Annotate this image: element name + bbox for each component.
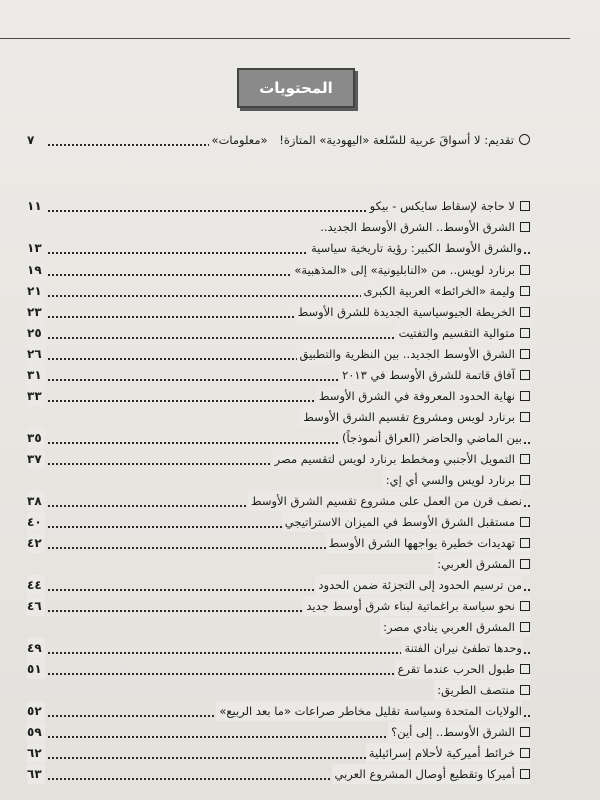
- toc-entry-text: المشرق العربي:: [437, 557, 515, 571]
- toc-entry-text: نحو سياسة براغماتية لبناء شرق أوسط جديد: [306, 599, 515, 613]
- toc-entry-text: برنارد لويس ومشروع تقسيم الشرق الأوسط: [303, 410, 515, 424]
- toc-entry-title: [316, 386, 530, 406]
- toc-entry-text: مستقبل الشرق الأوسط في الميزان الاستراتيجي: [284, 515, 515, 529]
- toc-entry-text: لا حاجة لإسقاط سايكس - بيكو: [369, 199, 515, 213]
- toc-entry-title: [388, 722, 530, 742]
- toc-entry-title: [303, 596, 530, 616]
- toc-entry-title: [434, 680, 530, 700]
- toc-entry-suffix: «معلومات»: [211, 133, 272, 147]
- toc-entry-title: [401, 638, 522, 658]
- toc-entry-text: التمويل الأجنبي ومخطط برنارد لويس لتقسيم مصر: [274, 452, 515, 466]
- toc-entry: [27, 238, 530, 258]
- toc-entry: [30, 407, 530, 427]
- checkbox-bullet-icon: [520, 265, 530, 275]
- checkbox-bullet-icon: [520, 286, 530, 296]
- toc-page-number: ٤٠: [27, 512, 45, 532]
- toc-entry: [27, 302, 530, 322]
- toc-page-number: ٣٣: [27, 386, 45, 406]
- toc-entry-text: وحدها تطفئ نيران الفتنة: [404, 641, 522, 655]
- checkbox-bullet-icon: [520, 622, 530, 632]
- toc-entry-text: وليمة «الخرائط» العربية الكبرى: [363, 284, 515, 298]
- toc-page-number: ٤٦: [27, 596, 45, 616]
- toc-entry: [27, 512, 530, 532]
- toc-entry-title: [209, 130, 530, 150]
- toc-entry-text: بين الماضي والحاضر (العراق أنموذجاً): [342, 431, 522, 445]
- toc-page-number: ١٩: [27, 260, 45, 280]
- toc-page-number: ٥٢: [27, 701, 45, 721]
- checkbox-bullet-icon: [520, 349, 530, 359]
- toc-page-number: ٦٢: [27, 743, 45, 763]
- toc-entry-text: متوالية التقسيم والتفتيت: [398, 326, 515, 340]
- toc-entry: [30, 554, 530, 574]
- toc-entry-title: [216, 701, 522, 721]
- toc-entry-text: من ترسيم الحدود إلى التجزئة ضمن الحدود: [318, 578, 522, 592]
- toc-page-number: ٦٣: [27, 764, 45, 784]
- toc-page-number: ١١: [27, 196, 45, 216]
- toc-page-number: ٢١: [27, 281, 45, 301]
- toc-entry-text: الولايات المتحدة وسياسة تقليل مخاطر صراعات «ما بعد الربيع»: [219, 704, 522, 718]
- toc-entry-text: برنارد لويس والسي أي إي:: [385, 473, 515, 487]
- toc-entry-text: الشرق الأوسط الجديد.. بين النظرية والتطبيق: [299, 347, 515, 361]
- toc-entry: [27, 428, 530, 448]
- toc-entry-title: [361, 281, 530, 301]
- toc-entry-title: [308, 238, 522, 258]
- toc-entry-title: [300, 407, 530, 427]
- toc-entry-title: [366, 743, 530, 763]
- toc-entry-title: [380, 617, 530, 637]
- toc-page-number: ٤٩: [27, 638, 45, 658]
- toc-page-number: ٤٤: [27, 575, 45, 595]
- checkbox-bullet-icon: [520, 222, 530, 232]
- toc-entry-title: [383, 470, 530, 490]
- toc-entry: [27, 533, 530, 553]
- checkbox-bullet-icon: [520, 307, 530, 317]
- toc-page-number: ٣٧: [27, 449, 45, 469]
- toc-page-number: ٢٦: [27, 344, 45, 364]
- toc-entry-text: الشرق الأوسط.. الشرق الأوسط الجديد..: [320, 220, 515, 234]
- toc-entry: [27, 386, 530, 406]
- toc-entry: [27, 344, 530, 364]
- checkbox-bullet-icon: [520, 727, 530, 737]
- toc-entry: [27, 575, 530, 595]
- toc-entry-text: آفاق قاتمة للشرق الأوسط في ٢٠١٣: [342, 368, 515, 382]
- toc-page-number: ٢٣: [27, 302, 45, 322]
- toc-page-number: ٣٥: [27, 428, 45, 448]
- checkbox-bullet-icon: [520, 370, 530, 380]
- toc-entry-title: [282, 512, 530, 532]
- toc-entry-title: [367, 196, 530, 216]
- checkbox-bullet-icon: [520, 201, 530, 211]
- toc-entry-text: طبول الحرب عندما تقرع: [397, 662, 515, 676]
- toc-entry: [27, 638, 530, 658]
- toc-entry: [27, 491, 530, 511]
- toc-entry: [27, 659, 530, 679]
- checkbox-bullet-icon: [520, 601, 530, 611]
- toc-entry-title: [297, 344, 531, 364]
- checkbox-bullet-icon: [520, 559, 530, 569]
- checkbox-bullet-icon: [520, 685, 530, 695]
- toc-page-number: ٧: [27, 130, 37, 150]
- toc-page-number: ٥٩: [27, 722, 45, 742]
- toc-entry: [27, 743, 530, 763]
- toc-entry-title: [339, 428, 522, 448]
- toc-page-number: ٥١: [27, 659, 45, 679]
- checkbox-bullet-icon: [520, 748, 530, 758]
- checkbox-bullet-icon: [520, 454, 530, 464]
- checkbox-bullet-icon: [520, 328, 530, 338]
- circle-bullet-icon: [519, 134, 530, 145]
- toc-entry-title: [295, 302, 530, 322]
- toc-entry: [30, 680, 530, 700]
- toc-entry-text: منتصف الطريق:: [437, 683, 515, 697]
- toc-entry: [30, 617, 530, 637]
- toc-entry: [27, 281, 530, 301]
- toc-entry: [27, 764, 530, 784]
- checkbox-bullet-icon: [520, 391, 530, 401]
- toc-entry-title: [332, 764, 531, 784]
- toc-entry: [27, 260, 530, 280]
- checkbox-bullet-icon: [520, 412, 530, 422]
- checkbox-bullet-icon: [520, 769, 530, 779]
- toc-entry: [27, 722, 530, 742]
- toc-entry-title: [248, 491, 522, 511]
- toc-page-number: ٣٨: [27, 491, 45, 511]
- toc-entry: [30, 470, 530, 490]
- toc-entry-title: [326, 533, 530, 553]
- toc-entry: [27, 596, 530, 616]
- toc-entry-title: [396, 323, 530, 343]
- toc-entry-text: أميركا وتقطيع أوصال المشروع العربي: [334, 767, 515, 781]
- checkbox-bullet-icon: [520, 538, 530, 548]
- contents-title-text: المحتويات: [259, 79, 333, 97]
- toc-entry: [30, 217, 530, 237]
- toc-page-number: ٢٥: [27, 323, 45, 343]
- checkbox-bullet-icon: [520, 475, 530, 485]
- toc-page-number: ٤٢: [27, 533, 45, 553]
- checkbox-bullet-icon: [520, 664, 530, 674]
- toc-entry: [27, 365, 530, 385]
- toc-entry: [27, 196, 530, 216]
- toc-entry-title: [395, 659, 530, 679]
- toc-entry-text: خرائط أميركية لأحلام إسرائيلية: [368, 746, 515, 760]
- toc-entry-text: الشرق الأوسط.. إلى أين؟: [391, 725, 515, 739]
- toc-entry-title: [315, 575, 522, 595]
- toc-page-number: ٣١: [27, 365, 45, 385]
- toc-entry-text: تهديدات خطيرة يواجهها الشرق الأوسط: [328, 536, 515, 550]
- toc-entry: [27, 130, 530, 150]
- toc-entry-title: [291, 260, 530, 280]
- checkbox-bullet-icon: [520, 517, 530, 527]
- toc-entry-text: تقديم: لا أسواقَ عربية للسّلعة «اليهودية» المتازة!: [279, 133, 514, 147]
- toc-entry-title: [272, 449, 530, 469]
- toc-entry-text: نصف قرن من العمل على مشروع تقسيم الشرق الأوسط: [250, 494, 522, 508]
- toc-entry-text: نهاية الحدود المعروفة في الشرق الأوسط: [318, 389, 515, 403]
- toc-entry: [27, 323, 530, 343]
- toc-entry: [27, 701, 530, 721]
- toc-entry: [27, 449, 530, 469]
- toc-entry-title: [317, 217, 530, 237]
- toc-page-number: ١٣: [27, 238, 45, 258]
- toc-entry-title: [434, 554, 530, 574]
- toc-entry-text: المشرق العربي ينادي مصر:: [383, 620, 515, 634]
- toc-entry-text: الخريطة الجيوسياسية الجديدة للشرق الأوسط: [297, 305, 515, 319]
- toc-entry-text: برنارد لويس.. من «النابليونية» إلى «المذهبية»: [294, 263, 515, 277]
- toc-entry-title: [339, 365, 530, 385]
- toc-entry-text: والشرق الأوسط الكبير: رؤية تاريخية سياسية: [311, 241, 522, 255]
